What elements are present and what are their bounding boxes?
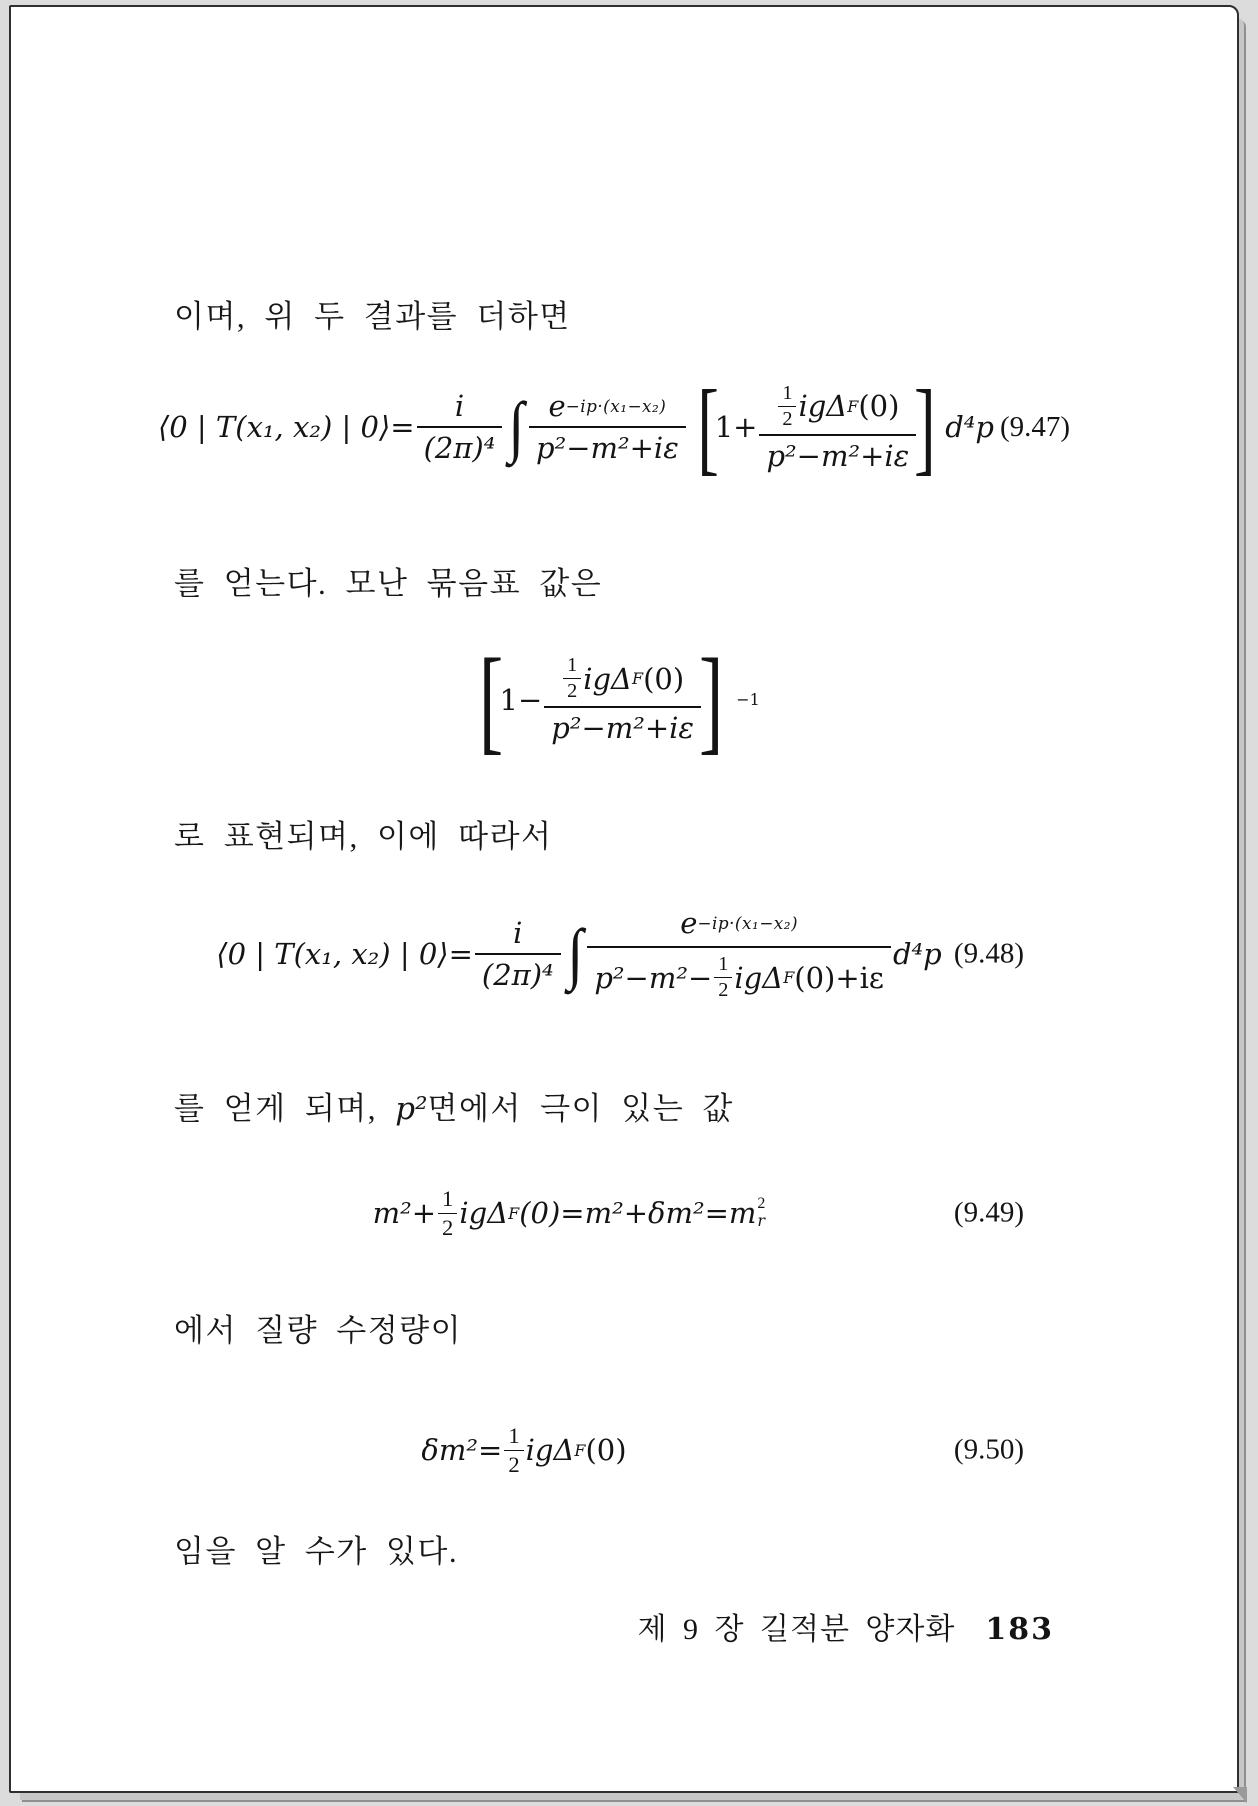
paragraph-6: 임을 알 수가 있다. <box>174 1534 459 1569</box>
left-bracket: [ <box>479 633 504 765</box>
eq948-measure: d⁴p <box>892 937 942 971</box>
equation-bracket-inverse <box>174 627 1054 773</box>
eq949-lhs: m²+ <box>372 1196 437 1230</box>
one-half-numerator: 1 <box>508 1422 520 1448</box>
eq948-den-pre: p²−m²− <box>594 960 713 995</box>
eq947-exponent: −ip·(x₁−x₂) <box>565 396 667 416</box>
mass-subscript-r: r <box>757 1211 766 1230</box>
feynman-subscript: F <box>508 1203 520 1223</box>
paragraph-2: 를 얻는다. 모난 묶음표 값은 <box>174 566 603 601</box>
eq948-denominator <box>587 946 891 1002</box>
left-bracket: [ <box>697 368 719 486</box>
one-half-denominator: 2 <box>714 977 732 1002</box>
eq948-exp-base: e <box>680 906 698 940</box>
eq947-measure: d⁴p <box>945 410 994 444</box>
p-squared-inline: p² <box>395 1091 428 1127</box>
eq949-ig-delta: igΔ <box>459 1196 509 1230</box>
paragraph-4-pre: 를 얻게 되며, <box>174 1091 396 1126</box>
equation-9-49 <box>174 1165 1054 1261</box>
eq947-propagator-numerator <box>541 389 673 426</box>
eq947-correction-denominator: p²−m²+iε <box>759 434 916 473</box>
paragraph-3: 로 표현되며, 이에 따라서 <box>174 819 553 854</box>
paragraph-5: 에서 질량 수정량이 <box>174 1313 463 1348</box>
eq948-den-tail: (0)+iε <box>794 960 884 995</box>
feynman-subscript: F <box>783 968 795 987</box>
eq948-prefactor-numerator: i <box>513 916 523 950</box>
eq948-prefactor-denominator: (2π)⁴ <box>475 953 561 992</box>
bracket-eq-row <box>468 633 760 765</box>
one-half-numerator: 1 <box>718 953 729 975</box>
paragraph-1: 이며, 위 두 결과를 더하면 <box>174 299 571 334</box>
one-half-fraction <box>504 1423 523 1478</box>
eq948-main-fraction <box>587 906 891 1002</box>
eq948-ig-delta: igΔ <box>734 960 784 995</box>
eq947-propagator-denominator: p²−m²+iε <box>529 426 686 465</box>
eq947-lhs: ⟨0 | T(x₁, x₂) | 0⟩= <box>157 410 415 444</box>
eq947-propagator-fraction <box>529 389 686 465</box>
one-half-numerator: 1 <box>442 1185 454 1211</box>
eq949-row <box>373 1186 766 1241</box>
bracket-one-minus: 1− <box>499 682 543 717</box>
integral-sign: ∫ <box>508 388 525 465</box>
chapter-running-title: 제 9 장 길적분 양자화 <box>637 1613 956 1646</box>
one-half-fraction <box>714 953 732 1002</box>
equation-number-949: (9.49) <box>953 1196 1024 1229</box>
equation-9-50 <box>174 1405 1054 1495</box>
equation-number-950: (9.50) <box>953 1433 1024 1466</box>
inverse-exponent: −1 <box>736 690 760 710</box>
paragraph-4 <box>174 1083 1054 1128</box>
right-bracket: ] <box>699 633 724 765</box>
eq950-row <box>421 1423 626 1478</box>
eq950-lhs: δm²= <box>421 1433 503 1467</box>
bracket-zero-arg: (0) <box>643 661 685 696</box>
one-half-denominator: 2 <box>563 678 581 703</box>
feynman-subscript: F <box>574 1440 586 1460</box>
eq947-correction-fraction <box>759 382 916 473</box>
eq947-prefactor-fraction <box>417 389 503 465</box>
bracket-denominator: p²−m²+iε <box>544 706 701 745</box>
book-page <box>9 5 1239 1793</box>
right-bracket: ] <box>914 368 936 486</box>
feynman-subscript: F <box>632 669 644 689</box>
bracket-fraction <box>544 654 701 745</box>
eq947-exp-base: e <box>548 389 566 423</box>
equation-9-48 <box>174 879 1054 1029</box>
one-half-numerator: 1 <box>782 381 793 404</box>
bracket-numerator <box>554 654 691 706</box>
mass-superscript-2: 2 <box>757 1195 766 1213</box>
eq950-ig-delta: igΔ <box>525 1433 575 1467</box>
eq948-row <box>216 906 941 1002</box>
one-half-fraction <box>778 382 796 431</box>
eq949-rhs: (0)=m²+δm²=m <box>519 1196 757 1230</box>
eq948-prefactor-fraction <box>475 916 561 992</box>
one-half-fraction <box>563 654 581 703</box>
page-footer <box>174 1604 1054 1648</box>
eq948-numerator <box>673 906 805 946</box>
equation-number-948: (9.48) <box>953 937 1024 970</box>
one-half-numerator: 1 <box>567 654 578 677</box>
eq947-prefactor-numerator: i <box>454 389 465 423</box>
page-content <box>11 7 1237 1791</box>
eq950-zero-arg: (0) <box>585 1433 627 1467</box>
eq947-one-plus: 1+ <box>714 410 758 444</box>
eq948-lhs: ⟨0 | T(x₁, x₂) | 0⟩= <box>216 937 473 971</box>
eq947-ig-delta: igΔ <box>798 389 848 423</box>
integral-sign: ∫ <box>567 915 583 992</box>
feynman-subscript: F <box>847 396 859 416</box>
page-number: 183 <box>985 1612 1054 1647</box>
one-half-denominator: 2 <box>778 406 796 431</box>
bracket-ig-delta: igΔ <box>583 661 633 696</box>
eq948-exponent: −ip·(x₁−x₂) <box>697 913 799 933</box>
renormalized-mass-scripts <box>757 1196 765 1230</box>
equation-9-47 <box>157 359 1071 495</box>
one-half-fraction <box>438 1186 457 1241</box>
eq947-correction-numerator <box>769 382 906 434</box>
eq947-row <box>157 368 1071 486</box>
equation-number-947: (9.47) <box>999 410 1071 443</box>
eq947-zero-arg: (0) <box>858 389 900 423</box>
eq947-prefactor-denominator: (2π)⁴ <box>417 426 503 465</box>
one-half-denominator: 2 <box>504 1450 523 1478</box>
paragraph-4-post: 면에서 극이 있는 값 <box>427 1091 734 1126</box>
one-half-denominator: 2 <box>438 1213 457 1241</box>
